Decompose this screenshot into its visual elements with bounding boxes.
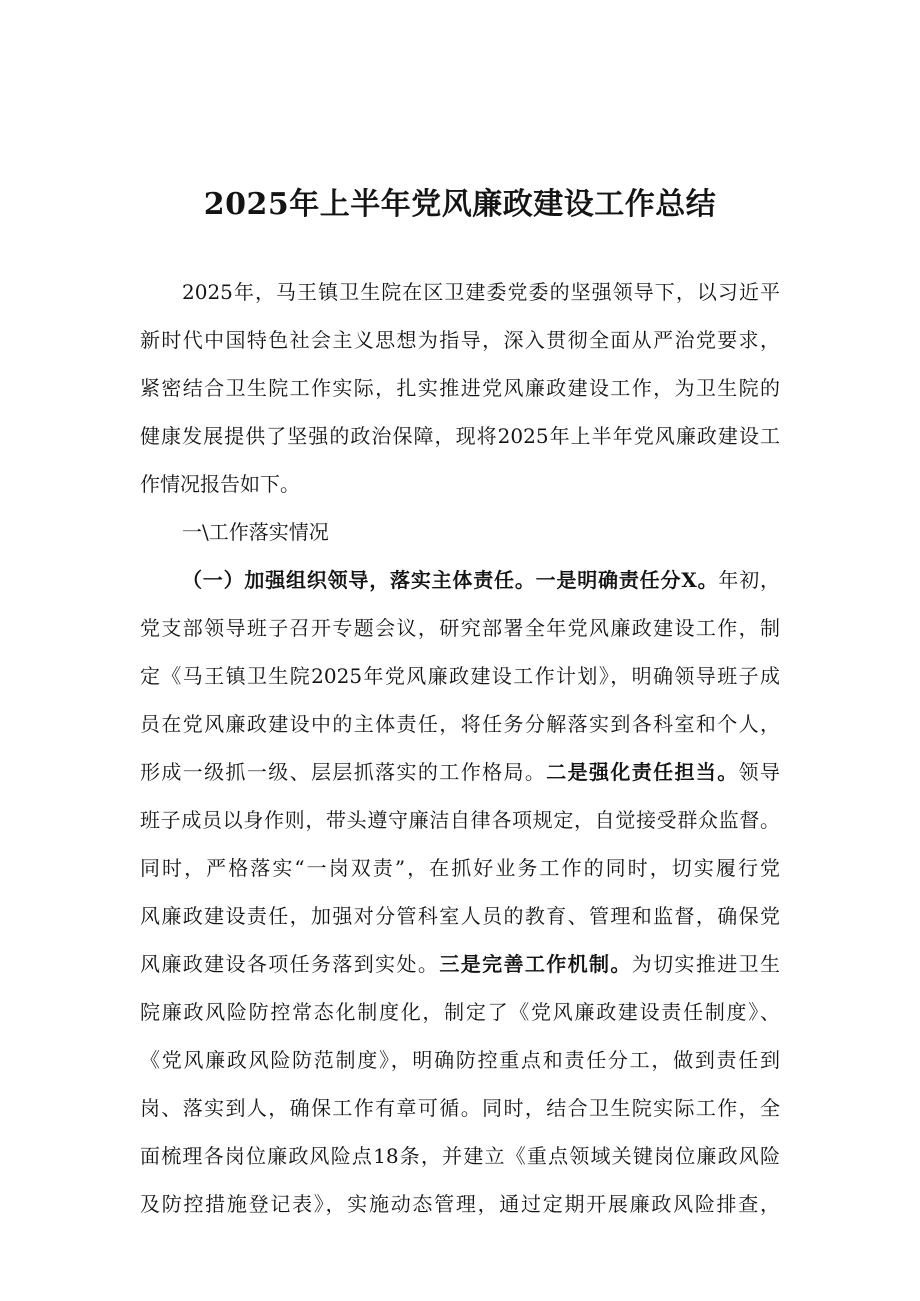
document-title: 2025年上半年党风廉政建设工作总结: [203, 187, 717, 222]
text-span: 年初，: [718, 568, 780, 592]
paragraph-line: 岗、落实到人，确保工作有章可循。同时，结合卫生院实际工作，全: [140, 1096, 780, 1120]
section-heading: 一\工作落实情况: [182, 520, 329, 544]
intro-line: 紧密结合卫生院工作实际，扎实推进党风廉政建设工作，为卫生院的: [140, 376, 780, 400]
intro-line: 作情况报告如下。: [140, 472, 300, 496]
paragraph-line: 员在党风廉政建设中的主体责任，将任务分解落实到各科室和个人，: [140, 712, 780, 736]
paragraph-line: [182, 556, 780, 604]
paragraph-line: [140, 940, 780, 988]
intro-line: 2025年，马王镇卫生院在区卫建委党委的坚强领导下，以习近平: [182, 280, 780, 304]
paragraph-line: 面梳理各岗位廉政风险点18条，并建立《重点领域关键岗位廉政风险: [140, 1144, 780, 1168]
paragraph-line: 班子成员以身作则，带头遵守廉洁自律各项规定，自觉接受群众监督。: [140, 808, 780, 832]
paragraph-line: 风廉政建设责任，加强对分管科室人员的教育、管理和监督，确保党: [140, 904, 780, 928]
subsection-heading: （一）加强组织领导，落实主体责任。一是明确责任分X。: [182, 568, 719, 592]
paragraph-line: 党支部领导班子召开专题会议，研究部署全年党风廉政建设工作，制: [140, 616, 780, 640]
paragraph-line: 院廉政风险防控常态化制度化，制定了《党风廉政建设责任制度》、: [140, 1000, 780, 1024]
paragraph-line: 及防控措施登记表》，实施动态管理，通过定期开展廉政风险排查，: [140, 1192, 780, 1216]
text-span: 形成一级抓一级、层层抓落实的工作格局。: [140, 760, 547, 784]
emphasis-span: 二是强化责任担当。: [546, 760, 739, 784]
paragraph-line: [140, 748, 780, 796]
text-span: 风廉政建设各项任务落到实处。: [140, 952, 440, 976]
text-span: 为切实推进卫生: [631, 952, 781, 976]
paragraph-line: 同时，严格落实“一岗双责”，在抓好业务工作的同时，切实履行党: [140, 856, 780, 880]
emphasis-span: 三是完善工作机制。: [439, 952, 632, 976]
text-span: 领导: [738, 760, 781, 784]
paragraph-line: 定《马王镇卫生院2025年党风廉政建设工作计划》，明确领导班子成: [140, 664, 780, 688]
intro-line: 健康发展提供了坚强的政治保障，现将2025年上半年党风廉政建设工: [140, 424, 780, 448]
intro-line: 新时代中国特色社会主义思想为指导，深入贯彻全面从严治党要求，: [140, 328, 780, 352]
paragraph-line: 《党风廉政风险防范制度》，明确防控重点和责任分工，做到责任到: [140, 1048, 780, 1072]
